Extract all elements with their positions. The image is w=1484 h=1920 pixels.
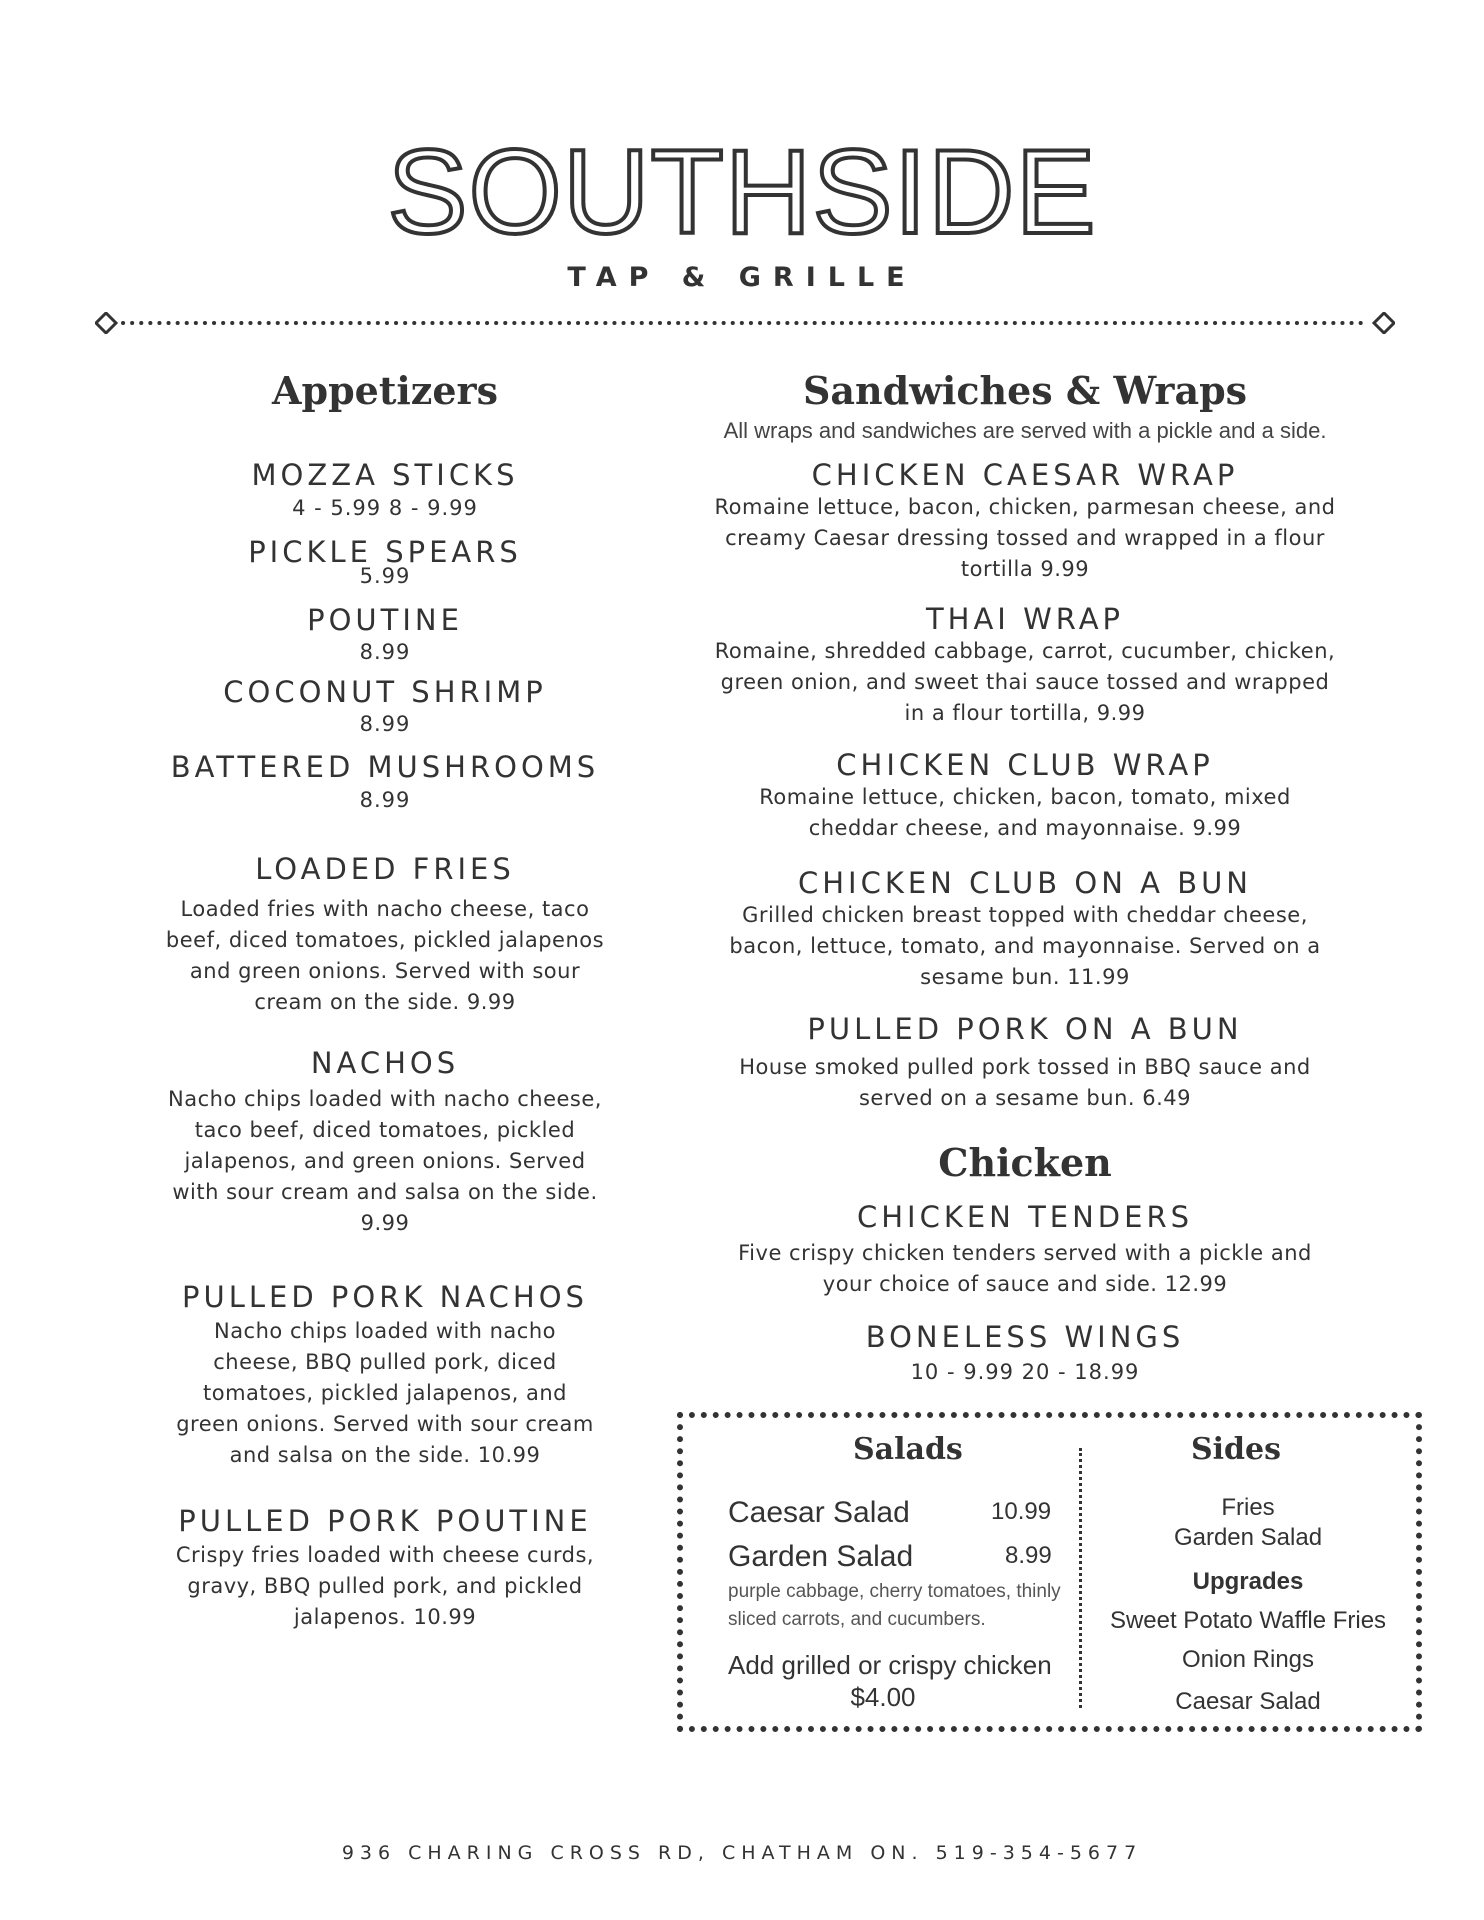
menu-item-description: Romaine lettuce, bacon, chicken, parmesan cheese, and creamy Caesar dressing tossed and wrapped in a flour tortilla 9.99 [714, 495, 1336, 581]
menu-item-name: PULLED PORK POUTINE [178, 1504, 592, 1538]
menu-item-name: CHICKEN CLUB WRAP [836, 748, 1214, 782]
appetizers-section [150, 368, 620, 1672]
sandwiches-note: All wraps and sandwiches are served with a pickle and a side. [723, 418, 1327, 443]
sides-title: Sides [1191, 1432, 1282, 1467]
upgrade-item: Onion Rings [1181, 1646, 1315, 1673]
header-divider [95, 312, 1395, 334]
footer-address: 936 CHARING CROSS RD, CHATHAM ON. 519-354-5677 [341, 1842, 1143, 1864]
menu-item-price: 4 - 5.99 8 - 9.99 [292, 496, 478, 520]
menu-item-price: 8.99 [359, 788, 411, 812]
menu-item-name: PICKLE SPEARS [248, 535, 522, 569]
upgrade-item: Sweet Potato Waffle Fries [1109, 1607, 1387, 1634]
upgrade-item: Caesar Salad [1175, 1688, 1321, 1715]
sandwiches-section [690, 368, 1360, 1392]
menu-item-description: Nacho chips loaded with nacho cheese, BBQ pulled pork, diced tomatoes, pickled jalapenos, and green onions. Served with sour cream and salsa on the side. 10.99 [176, 1319, 594, 1467]
menu-item-price: 8.99 [359, 712, 411, 736]
salads-title: Salads [853, 1432, 963, 1467]
restaurant-subtitle: TAP & GRILLE [567, 262, 917, 293]
menu-item-name: PULLED PORK ON A BUN [807, 1012, 1243, 1046]
salad-item-price: 8.99 [1005, 1542, 1052, 1569]
salad-addon-line1: Add grilled or crispy chicken [728, 1650, 1052, 1680]
menu-item-name: BATTERED MUSHROOMS [170, 750, 600, 784]
menu-item-name: CHICKEN CLUB ON A BUN [797, 866, 1253, 900]
menu-item-name: PULLED PORK NACHOS [182, 1280, 588, 1314]
menu-item-description: Grilled chicken breast topped with cheddar cheese, bacon, lettuce, tomato, and mayonnaise. Served on a sesame bun. 11.99 [729, 903, 1321, 989]
side-item: Garden Salad [1173, 1524, 1323, 1551]
menu-item-name: BONELESS WINGS [865, 1320, 1185, 1354]
salad-item-name: Garden Salad [728, 1540, 914, 1573]
menu-item-name: CHICKEN CAESAR WRAP [811, 458, 1239, 492]
upgrades-title: Upgrades [1192, 1568, 1304, 1595]
menu-item-description: Five crispy chicken tenders served with a pickle and your choice of sauce and side. 12.99 [738, 1241, 1312, 1296]
appetizers-title: Appetizers [272, 368, 498, 413]
divider-diamond-left [96, 313, 116, 333]
menu-item-name: CHICKEN TENDERS [856, 1200, 1194, 1234]
menu-item-name: THAI WRAP [925, 602, 1125, 636]
salads-sides-box [677, 1412, 1422, 1732]
side-item: Fries [1221, 1494, 1275, 1521]
menu-item-price: 10 - 9.99 20 - 18.99 [910, 1360, 1140, 1384]
menu-item-description: Loaded fries with nacho cheese, taco beef, diced tomatoes, pickled jalapenos and green onions. Served with sour cream on the side. 9.99 [165, 897, 605, 1014]
chicken-title: Chicken [938, 1140, 1112, 1185]
menu-item-description: Crispy fries loaded with cheese curds, gravy, BBQ pulled pork, and pickled jalapenos. 10.99 [175, 1543, 595, 1629]
menu-item-name: COCONUT SHRIMP [223, 675, 547, 709]
salad-item-note: purple cabbage, cherry tomatoes, thinly sliced carrots, and cucumbers. [728, 1581, 1061, 1630]
menu-item-name: NACHOS [310, 1046, 460, 1080]
salad-addon-line2: $4.00 [850, 1682, 916, 1712]
menu-item-price: 8.99 [359, 640, 411, 664]
menu-item-description: House smoked pulled pork tossed in BBQ sauce and served on a sesame bun. 6.49 [739, 1055, 1311, 1110]
menu-item-description: Romaine lettuce, chicken, bacon, tomato, mixed cheddar cheese, and mayonnaise. 9.99 [759, 785, 1291, 840]
menu-item-price: 5.99 [359, 564, 411, 588]
menu-item-description: Romaine, shredded cabbage, carrot, cucumber, chicken, green onion, and sweet thai sauce tossed and wrapped in a flour tortilla, 9.99 [714, 639, 1336, 725]
salad-item-name: Caesar Salad [728, 1496, 910, 1529]
restaurant-name: SOUTHSIDE [387, 125, 1097, 259]
menu-item-description: Nacho chips loaded with nacho cheese, taco beef, diced tomatoes, pickled jalapenos, and green onions. Served with sour cream and salsa on the side. 9.99 [168, 1087, 602, 1235]
salad-item-price: 10.99 [991, 1498, 1052, 1525]
divider-diamond-right [1374, 313, 1394, 333]
menu-item-name: MOZZA STICKS [251, 458, 519, 492]
menu-item-name: POUTINE [307, 603, 463, 637]
box-separator [1079, 1448, 1082, 1708]
sandwiches-title: Sandwiches & Wraps [802, 368, 1248, 413]
menu-item-name: LOADED FRIES [255, 852, 515, 886]
